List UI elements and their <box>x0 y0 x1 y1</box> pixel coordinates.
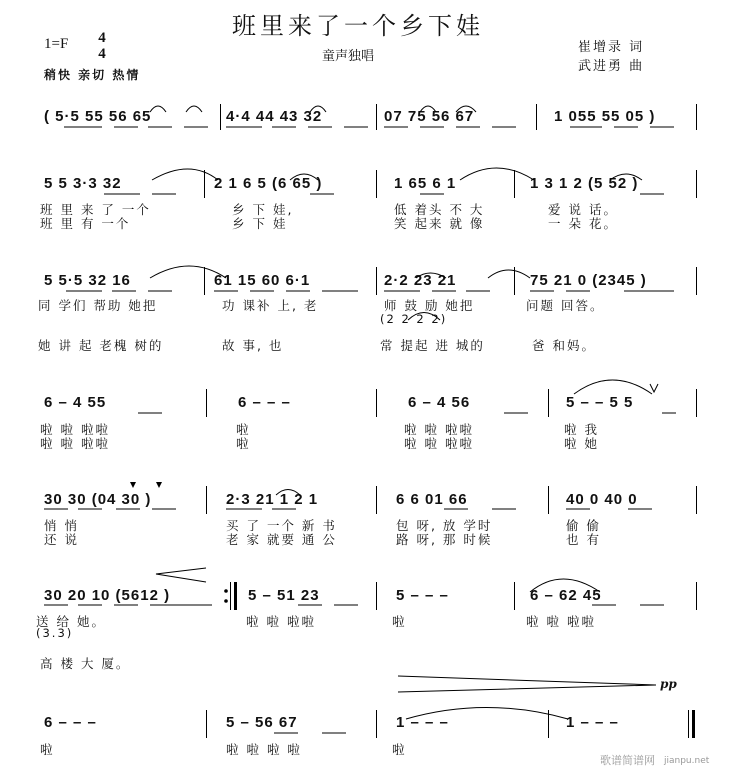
lyric: 她 讲 起 老槐 树的 <box>38 338 164 353</box>
lyric: 啦 <box>236 436 251 451</box>
measure: 2·3 21 1 2 1 <box>226 491 319 508</box>
measure: 1 055 55 05 ) <box>554 108 656 125</box>
measure: 2·2 23 21 <box>384 272 457 289</box>
lyric: 爸 和妈。 <box>532 338 596 353</box>
song-subtitle: 童声独唱 <box>322 49 375 64</box>
measure: 5 – 56 67 <box>226 714 298 731</box>
lyric: 啦 啦 啦啦 <box>404 436 474 451</box>
lyric: 乡 下 娃 <box>232 216 288 231</box>
song-title: 班里来了一个乡下娃 <box>232 12 484 40</box>
measure: 40 0 40 0 <box>566 491 638 508</box>
measure: 30 30 (04 30 ) <box>44 491 152 508</box>
lyric: 常 提起 进 城的 <box>380 338 485 353</box>
lyricist-credit: 崔增录 词 <box>578 40 645 55</box>
alternate-notes-annotation: (2 2 2 2) <box>380 312 448 326</box>
measure: 1 – – – <box>396 714 449 731</box>
lyric: 包 呀, 放 学时 <box>396 518 493 533</box>
lyric: 低 着头 不 大 <box>394 202 485 217</box>
lyric: 问题 回答。 <box>526 298 605 313</box>
measure: 5 – – – <box>396 587 449 604</box>
lyric: 悄 悄 <box>44 518 79 533</box>
watermark: 歌谱简谱网 <box>600 754 655 767</box>
measure: 5 – – 5 5 <box>566 394 634 411</box>
lyric: 高 楼 大 厦。 <box>40 656 131 671</box>
tempo-marking: 稍快 亲切 热情 <box>44 68 141 82</box>
lyric: 班 里 有 一个 <box>40 216 131 231</box>
lyric: 啦 啦 啦 啦 <box>226 742 302 757</box>
lyric: 师 鼓 励 她把 <box>384 298 475 313</box>
lyric: 啦 <box>40 742 55 757</box>
dynamic-pp: pp <box>660 677 677 691</box>
lyric: 功 课补 上, 老 <box>222 298 319 313</box>
measure: 2 1 6 5 (6 65 ) <box>214 175 323 192</box>
measure: 5 – 51 23 <box>248 587 320 604</box>
lyric: 啦 啦 啦啦 <box>40 422 110 437</box>
lyric: 啦 <box>392 742 407 757</box>
lyric: 啦 <box>392 614 407 629</box>
composer-credit: 武进勇 曲 <box>578 59 645 74</box>
measure: 6 – – – <box>44 714 97 731</box>
lyric: 啦 啦 啦啦 <box>526 614 596 629</box>
measure: 4·4 44 43 32 <box>226 108 323 125</box>
measure: 5 5·5 32 16 <box>44 272 131 289</box>
lyric: 班 里 来 了 一个 <box>40 202 151 217</box>
lyric: 偷 偷 <box>566 518 601 533</box>
lyric: 送 给 她。 <box>36 614 106 629</box>
lyric: 啦 <box>236 422 251 437</box>
lyric: 路 呀, 那 时候 <box>396 532 493 547</box>
lyric: 爱 说 话。 <box>548 202 618 217</box>
lyric: 啦 我 <box>564 422 599 437</box>
lyric: 啦 她 <box>564 436 599 451</box>
time-signature-bottom: 4 <box>98 46 106 62</box>
measure: 07 75 56 67 <box>384 108 475 125</box>
lyric: 笑 起来 就 像 <box>394 216 485 231</box>
key-signature: 1=F <box>44 36 69 52</box>
lyric: 故 事, 也 <box>222 338 284 353</box>
lyric: 啦 啦 啦啦 <box>246 614 316 629</box>
measure: ( 5·5 55 56 65 <box>44 108 152 125</box>
alternate-notes-annotation: (3.3) <box>36 626 74 640</box>
lyric: 一 朵 花。 <box>548 216 618 231</box>
lyric: 同 学们 帮助 她把 <box>38 298 158 313</box>
lyric: 还 说 <box>44 532 79 547</box>
measure: 1 – – – <box>566 714 619 731</box>
measure: 6 – 4 55 <box>44 394 107 411</box>
measure: 6 – 62 45 <box>530 587 602 604</box>
lyric: 啦 啦 啦啦 <box>404 422 474 437</box>
measure: 5 5 3·3 32 <box>44 175 122 192</box>
lyric: 也 有 <box>566 532 601 547</box>
measure: 75 21 0 (2345 ) <box>530 272 647 289</box>
measure: 1 65 6 1 <box>394 175 457 192</box>
lyric: 买 了 一个 新 书 <box>226 518 337 533</box>
measure: 6 – 4 56 <box>408 394 471 411</box>
lyric: 乡 下 娃, <box>232 202 294 217</box>
measure: 6 – – – <box>238 394 291 411</box>
measure: 61 15 60 6·1 <box>214 272 311 289</box>
measure: 6 6 01 66 <box>396 491 468 508</box>
measure: 30 20 10 (5612 ) <box>44 587 171 604</box>
lyric: 啦 啦 啦啦 <box>40 436 110 451</box>
time-signature-top: 4 <box>98 30 106 46</box>
measure: 1 3 1 2 (5 52 ) <box>530 175 639 192</box>
watermark-url: jianpu.net <box>664 756 710 766</box>
lyric: 老 家 就要 通 公 <box>226 532 337 547</box>
